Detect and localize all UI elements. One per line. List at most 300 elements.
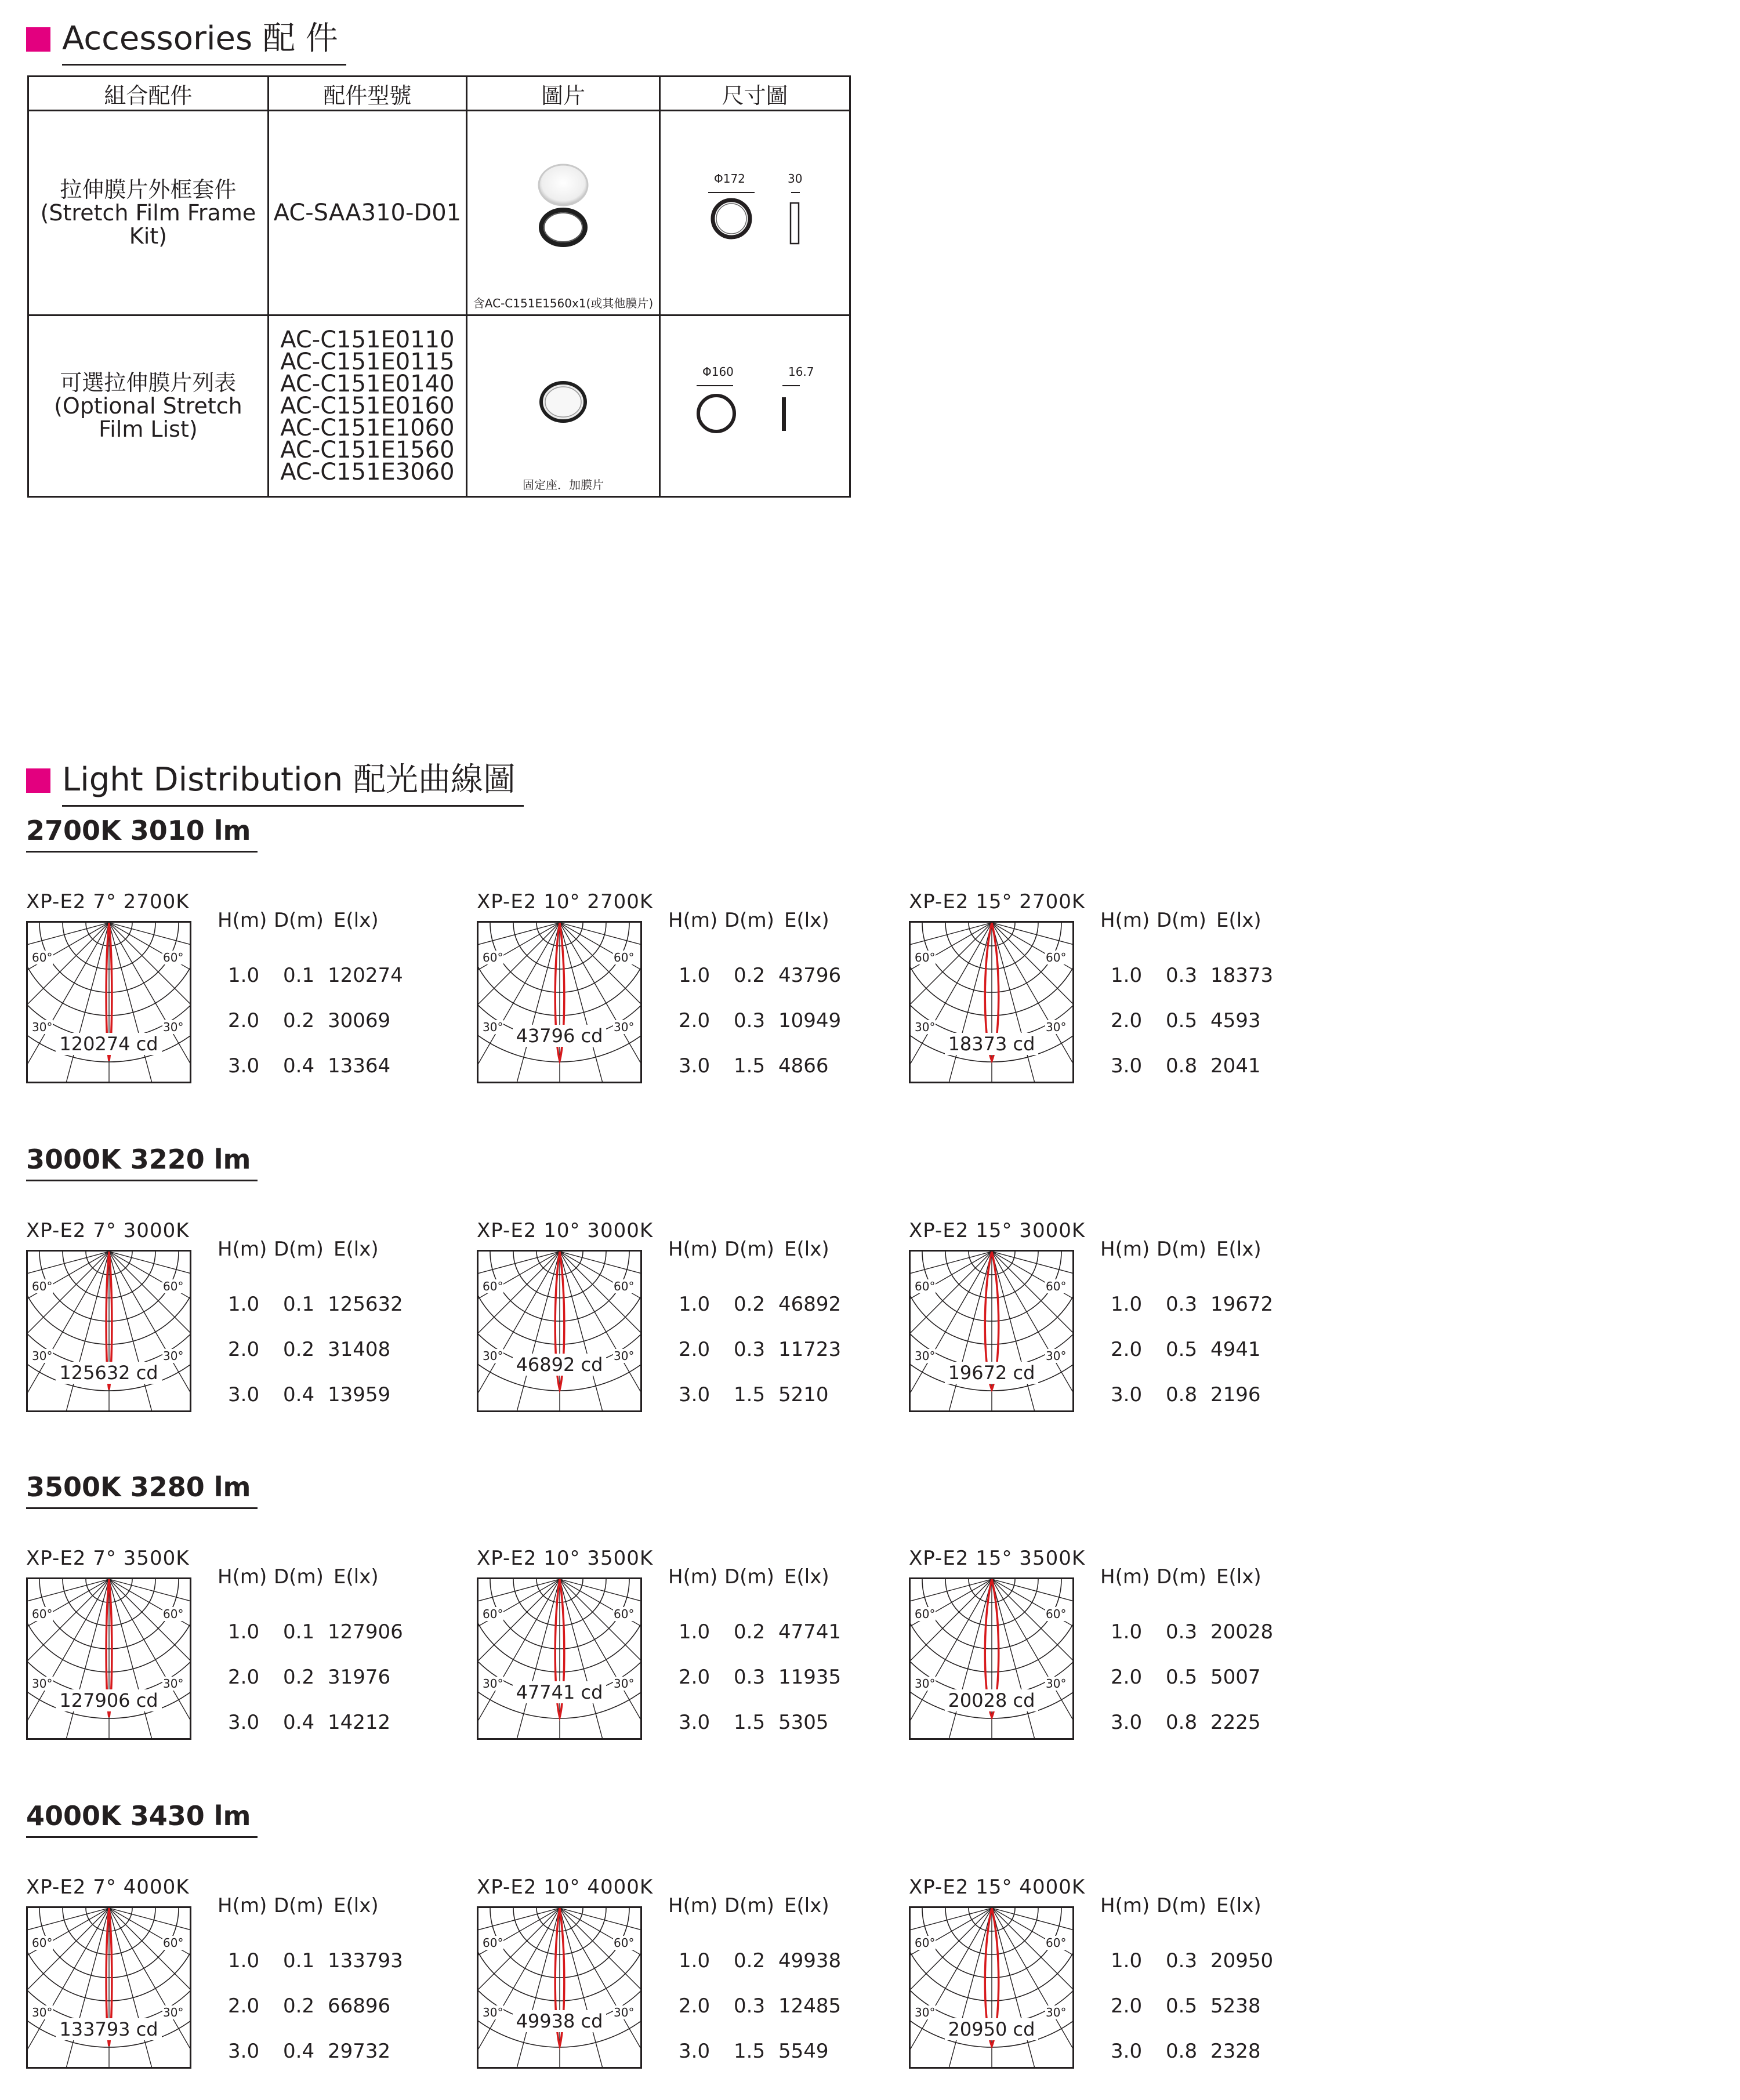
grid-spoke bbox=[514, 923, 560, 1082]
grid-spoke bbox=[28, 923, 109, 1010]
polar-chart bbox=[477, 921, 642, 1083]
angle-label: 30° bbox=[915, 1677, 936, 1691]
table-cell: 0.3 bbox=[734, 1009, 766, 1032]
table-cell: 3.0 bbox=[228, 2040, 260, 2063]
panel-title: XP-E2 10° 3500K bbox=[477, 1547, 654, 1570]
table-cell: 2.0 bbox=[228, 1009, 260, 1032]
table-cell: 66896 bbox=[328, 1994, 391, 2018]
table-cell: 30069 bbox=[328, 1009, 391, 1032]
peak-intensity: 49938 cd bbox=[513, 2010, 607, 2032]
polar-grid bbox=[28, 923, 190, 1082]
table-cell: 5238 bbox=[1210, 1994, 1261, 2018]
table-header-cell: D(m) bbox=[274, 1565, 324, 1588]
header-dimension: 尺寸圖 bbox=[659, 77, 850, 111]
polar-chart bbox=[26, 921, 191, 1083]
polar-grid bbox=[28, 1252, 190, 1410]
table-cell: 120274 bbox=[328, 964, 403, 987]
angle-label: 30° bbox=[483, 1020, 503, 1034]
angle-label: 30° bbox=[614, 1349, 635, 1363]
grid-spoke bbox=[64, 1252, 109, 1410]
peak-intensity-wrap bbox=[28, 1689, 190, 1711]
grid-spoke bbox=[478, 1579, 560, 1666]
color-temperature-title: 2700K 3010 lm bbox=[26, 815, 258, 853]
angle-label: 60° bbox=[915, 951, 936, 964]
light-distribution-heading bbox=[26, 754, 524, 807]
table-cell: 11723 bbox=[778, 1338, 842, 1361]
table-cell: 0.3 bbox=[1166, 1293, 1198, 1316]
grid-spoke bbox=[478, 1908, 560, 1995]
table-cell: 125632 bbox=[328, 1293, 403, 1316]
table-cell: 5549 bbox=[778, 2040, 829, 2063]
angle-label: 30° bbox=[915, 1020, 936, 1034]
table-cell: 2.0 bbox=[679, 1994, 710, 2018]
peak-intensity: 20028 cd bbox=[945, 1689, 1039, 1711]
peak-intensity: 46892 cd bbox=[513, 1354, 607, 1376]
angle-label: 30° bbox=[614, 1677, 635, 1691]
frame-kit-image bbox=[467, 111, 659, 312]
table-cell: 2196 bbox=[1210, 1383, 1261, 1406]
grid-spoke bbox=[28, 1908, 109, 1995]
peak-intensity: 127906 cd bbox=[56, 1689, 161, 1711]
table-cell: 4941 bbox=[1210, 1338, 1261, 1361]
peak-intensity-wrap bbox=[911, 1362, 1072, 1384]
table-cell: 2.0 bbox=[228, 1994, 260, 2018]
light-distribution-panel bbox=[909, 1547, 1315, 1750]
angle-label: 30° bbox=[1046, 1349, 1067, 1363]
peak-intensity: 120274 cd bbox=[56, 1033, 161, 1055]
polar-chart bbox=[909, 1250, 1074, 1412]
polar-chart bbox=[477, 1577, 642, 1740]
frame-kit-dimension-drawing bbox=[661, 111, 849, 312]
table-header-cell: H(m) bbox=[217, 1238, 267, 1261]
angle-label: 60° bbox=[614, 1279, 635, 1293]
table-cell: 0.8 bbox=[1166, 1054, 1198, 1078]
peak-intensity: 18373 cd bbox=[945, 1033, 1039, 1055]
panel-title: XP-E2 7° 2700K bbox=[26, 890, 190, 913]
grid-spoke bbox=[560, 923, 605, 1082]
table-cell: 0.4 bbox=[283, 1711, 315, 1734]
angle-label: 30° bbox=[614, 1020, 635, 1034]
table-cell: 3.0 bbox=[1111, 1711, 1143, 1734]
dimension-label: 16.7 bbox=[788, 365, 814, 379]
table-header-cell: E(lx) bbox=[784, 1894, 829, 1917]
peak-intensity-wrap bbox=[911, 1033, 1072, 1055]
table-header-cell: D(m) bbox=[724, 1238, 774, 1261]
color-temperature-title: 4000K 3430 lm bbox=[26, 1800, 258, 1838]
polar-chart bbox=[477, 1906, 642, 2069]
polar-chart bbox=[909, 921, 1074, 1083]
peak-intensity-wrap bbox=[911, 2018, 1072, 2040]
table-cell: 0.3 bbox=[1166, 964, 1198, 987]
table-cell: 0.4 bbox=[283, 2040, 315, 2063]
table-cell: 0.2 bbox=[734, 1949, 766, 1972]
light-distribution-panel bbox=[477, 1547, 883, 1750]
table-cell: 31976 bbox=[328, 1666, 391, 1689]
table-header-cell: H(m) bbox=[668, 909, 718, 932]
table-cell: 49938 bbox=[778, 1949, 842, 1972]
table-cell: 20950 bbox=[1210, 1949, 1274, 1972]
table-cell: 1.0 bbox=[679, 1949, 710, 1972]
grid-spoke bbox=[109, 1579, 154, 1738]
angle-label: 30° bbox=[163, 1677, 184, 1691]
table-cell: 0.5 bbox=[1166, 1666, 1198, 1689]
polar-chart bbox=[909, 1906, 1074, 2069]
panel-title: XP-E2 10° 3000K bbox=[477, 1219, 654, 1242]
light-distribution-panel bbox=[909, 1219, 1315, 1422]
dimension-label: Φ172 bbox=[713, 172, 745, 186]
table-header-cell: E(lx) bbox=[334, 1565, 379, 1588]
panel-title: XP-E2 15° 3000K bbox=[909, 1219, 1086, 1242]
table-header-cell: H(m) bbox=[668, 1565, 718, 1588]
table-cell: 1.0 bbox=[1111, 1949, 1143, 1972]
table-cell: 2.0 bbox=[1111, 1338, 1143, 1361]
table-cell: 3.0 bbox=[228, 1383, 260, 1406]
table-cell: 3.0 bbox=[1111, 2040, 1143, 2063]
table-header-cell: H(m) bbox=[1100, 1238, 1150, 1261]
table-cell: 0.8 bbox=[1166, 1383, 1198, 1406]
panel-title: XP-E2 15° 2700K bbox=[909, 890, 1086, 913]
grid-spoke bbox=[514, 1908, 560, 2067]
picture-note: 含AC-C151E1560x1(或其他膜片) bbox=[473, 296, 654, 310]
light-distribution-title: Light Distribution 配光曲線圖 bbox=[62, 754, 524, 807]
polar-grid bbox=[478, 923, 640, 1082]
light-distribution-panel bbox=[477, 1876, 883, 2079]
table-cell: 13364 bbox=[328, 1054, 391, 1078]
table-cell: 2.0 bbox=[1111, 1994, 1143, 2018]
color-temperature-title: 3500K 3280 lm bbox=[26, 1471, 258, 1509]
polar-grid bbox=[911, 923, 1072, 1082]
accessory-model-list bbox=[268, 315, 466, 497]
model-line: AC-C151E1060 bbox=[280, 415, 455, 441]
light-distribution-panel bbox=[26, 1219, 432, 1422]
table-cell: 47741 bbox=[778, 1620, 842, 1644]
angle-label: 60° bbox=[915, 1936, 936, 1950]
panel-title: XP-E2 7° 3000K bbox=[26, 1219, 190, 1242]
table-cell: 18373 bbox=[1210, 964, 1274, 987]
light-distribution-panel bbox=[26, 1547, 432, 1750]
polar-chart bbox=[26, 1906, 191, 2069]
panel-title: XP-E2 15° 4000K bbox=[909, 1876, 1086, 1899]
table-cell: 2.0 bbox=[679, 1009, 710, 1032]
table-header-cell: D(m) bbox=[1157, 1565, 1206, 1588]
grid-spoke bbox=[911, 1252, 992, 1339]
peak-intensity-wrap bbox=[478, 1681, 640, 1703]
grid-spoke bbox=[560, 1579, 605, 1738]
angle-label: 60° bbox=[32, 1607, 53, 1621]
table-header-cell: H(m) bbox=[668, 1894, 718, 1917]
table-cell: 0.2 bbox=[734, 1620, 766, 1644]
table-cell: 5210 bbox=[778, 1383, 829, 1406]
table-row bbox=[28, 111, 850, 315]
table-cell: 133793 bbox=[328, 1949, 403, 1972]
table-header-cell: D(m) bbox=[274, 909, 324, 932]
angle-label: 60° bbox=[1046, 1936, 1067, 1950]
accessory-dimension bbox=[659, 315, 850, 497]
angle-label: 30° bbox=[1046, 1677, 1067, 1691]
table-header-cell: D(m) bbox=[1157, 909, 1206, 932]
section-marker bbox=[26, 27, 50, 52]
name-line: 可選拉伸膜片列表 bbox=[60, 370, 237, 396]
angle-label: 30° bbox=[1046, 2005, 1067, 2019]
table-header-cell: H(m) bbox=[1100, 1894, 1150, 1917]
peak-intensity: 43796 cd bbox=[513, 1025, 607, 1047]
header-picture: 圖片 bbox=[466, 77, 659, 111]
panel-title: XP-E2 7° 3500K bbox=[26, 1547, 190, 1570]
table-cell: 0.3 bbox=[734, 1994, 766, 2018]
table-cell: 0.1 bbox=[283, 1949, 315, 1972]
table-cell: 0.1 bbox=[283, 1293, 315, 1316]
angle-label: 60° bbox=[483, 1279, 503, 1293]
table-cell: 3.0 bbox=[228, 1711, 260, 1734]
table-cell: 1.0 bbox=[228, 1949, 260, 1972]
table-cell: 14212 bbox=[328, 1711, 391, 1734]
table-cell: 31408 bbox=[328, 1338, 391, 1361]
angle-label: 30° bbox=[483, 1349, 503, 1363]
peak-intensity: 125632 cd bbox=[56, 1362, 161, 1384]
grid-spoke bbox=[109, 923, 154, 1082]
table-header-cell: E(lx) bbox=[334, 909, 379, 932]
table-cell: 1.0 bbox=[679, 964, 710, 987]
table-cell: 0.2 bbox=[283, 1994, 315, 2018]
table-cell: 127906 bbox=[328, 1620, 403, 1644]
grid-spoke bbox=[478, 923, 560, 1010]
table-header-cell: D(m) bbox=[274, 1238, 324, 1261]
dimension-label: Φ160 bbox=[702, 365, 734, 379]
angle-label: 30° bbox=[483, 1677, 503, 1691]
table-header-cell: H(m) bbox=[217, 909, 267, 932]
light-distribution-panel bbox=[909, 1876, 1315, 2079]
polar-grid bbox=[478, 1252, 640, 1410]
accessory-dimension bbox=[659, 111, 850, 315]
polar-grid bbox=[911, 1579, 1072, 1738]
peak-intensity-wrap bbox=[28, 1362, 190, 1384]
model-line: AC-C151E0160 bbox=[280, 393, 455, 419]
dimension-label: 30 bbox=[787, 172, 803, 186]
table-cell: 2.0 bbox=[679, 1338, 710, 1361]
table-cell: 29732 bbox=[328, 2040, 391, 2063]
angle-label: 60° bbox=[483, 951, 503, 964]
light-distribution-panel bbox=[909, 890, 1315, 1093]
table-cell: 43796 bbox=[778, 964, 842, 987]
table-cell: 0.1 bbox=[283, 1620, 315, 1644]
grid-spoke bbox=[109, 1908, 154, 2067]
table-cell: 2.0 bbox=[1111, 1666, 1143, 1689]
angle-label: 60° bbox=[915, 1607, 936, 1621]
table-cell: 2.0 bbox=[228, 1338, 260, 1361]
table-cell: 5305 bbox=[778, 1711, 829, 1734]
table-header-cell: D(m) bbox=[1157, 1894, 1206, 1917]
table-cell: 10949 bbox=[778, 1009, 842, 1032]
table-cell: 3.0 bbox=[679, 1383, 710, 1406]
grid-spoke bbox=[64, 1579, 109, 1738]
angle-label: 30° bbox=[32, 2005, 53, 2019]
angle-label: 30° bbox=[1046, 1020, 1067, 1034]
angle-label: 60° bbox=[163, 951, 184, 964]
light-distribution-panel bbox=[26, 1876, 432, 2079]
table-cell: 1.0 bbox=[228, 1620, 260, 1644]
light-distribution-panel bbox=[477, 890, 883, 1093]
color-temperature-title: 3000K 3220 lm bbox=[26, 1144, 258, 1181]
table-cell: 19672 bbox=[1210, 1293, 1274, 1316]
table-header-cell: E(lx) bbox=[784, 1238, 829, 1261]
table-cell: 1.0 bbox=[1111, 964, 1143, 987]
table-cell: 3.0 bbox=[228, 1054, 260, 1078]
accessory-name bbox=[28, 111, 269, 315]
table-row bbox=[28, 315, 850, 497]
angle-label: 30° bbox=[32, 1677, 53, 1691]
table-cell: 20028 bbox=[1210, 1620, 1274, 1644]
angle-label: 30° bbox=[163, 2005, 184, 2019]
grid-spoke bbox=[28, 1579, 109, 1666]
polar-chart bbox=[477, 1250, 642, 1412]
grid-spoke bbox=[109, 1252, 154, 1410]
light-distribution-panel bbox=[477, 1219, 883, 1422]
polar-grid bbox=[478, 1579, 640, 1738]
grid-spoke bbox=[911, 923, 992, 1010]
polar-grid bbox=[478, 1908, 640, 2067]
table-cell: 0.8 bbox=[1166, 2040, 1198, 2063]
table-cell: 3.0 bbox=[679, 2040, 710, 2063]
model-line: AC-C151E0140 bbox=[280, 371, 455, 397]
table-cell: 1.0 bbox=[679, 1620, 710, 1644]
angle-label: 30° bbox=[915, 2005, 936, 2019]
peak-intensity-wrap bbox=[28, 2018, 190, 2040]
grid-spoke bbox=[514, 1579, 560, 1738]
film-dimension-drawing bbox=[661, 316, 849, 494]
grid-spoke bbox=[560, 1252, 605, 1410]
angle-label: 30° bbox=[483, 2005, 503, 2019]
table-header-cell: E(lx) bbox=[334, 1894, 379, 1917]
table-header-cell: H(m) bbox=[668, 1238, 718, 1261]
table-header-cell: D(m) bbox=[724, 909, 774, 932]
peak-intensity-wrap bbox=[28, 1033, 190, 1055]
table-cell: 3.0 bbox=[1111, 1383, 1143, 1406]
table-cell: 0.3 bbox=[1166, 1620, 1198, 1644]
light-distribution-panel bbox=[26, 890, 432, 1093]
table-cell: 3.0 bbox=[1111, 1054, 1143, 1078]
table-cell: 11935 bbox=[778, 1666, 842, 1689]
accessory-model bbox=[268, 111, 466, 315]
grid-spoke bbox=[911, 1579, 992, 1666]
grid-spoke bbox=[28, 1252, 109, 1339]
panel-title: XP-E2 15° 3500K bbox=[909, 1547, 1086, 1570]
table-header-cell: E(lx) bbox=[1216, 1565, 1262, 1588]
model-line: AC-C151E0115 bbox=[280, 349, 455, 375]
angle-label: 30° bbox=[614, 2005, 635, 2019]
picture-note: 固定座．加膜片 bbox=[522, 478, 604, 492]
grid-spoke bbox=[64, 923, 109, 1082]
table-cell: 1.0 bbox=[228, 964, 260, 987]
peak-intensity-wrap bbox=[911, 1689, 1072, 1711]
table-cell: 1.5 bbox=[734, 1054, 766, 1078]
header-model: 配件型號 bbox=[268, 77, 466, 111]
table-cell: 4593 bbox=[1210, 1009, 1261, 1032]
table-cell: 2.0 bbox=[1111, 1009, 1143, 1032]
accessories-title: Accessories 配 件 bbox=[62, 13, 346, 66]
table-header-cell: E(lx) bbox=[784, 1565, 829, 1588]
table-cell: 1.0 bbox=[228, 1293, 260, 1316]
model-line: AC-C151E3060 bbox=[280, 459, 455, 485]
table-header-cell: E(lx) bbox=[334, 1238, 379, 1261]
angle-label: 60° bbox=[614, 1607, 635, 1621]
table-cell: 0.2 bbox=[283, 1666, 315, 1689]
table-cell: 0.2 bbox=[283, 1338, 315, 1361]
angle-label: 60° bbox=[483, 1607, 503, 1621]
table-cell: 2328 bbox=[1210, 2040, 1261, 2063]
table-cell: 0.3 bbox=[734, 1666, 766, 1689]
table-header-cell: D(m) bbox=[274, 1894, 324, 1917]
polar-grid bbox=[911, 1252, 1072, 1410]
angle-label: 30° bbox=[32, 1020, 53, 1034]
table-cell: 0.5 bbox=[1166, 1009, 1198, 1032]
table-header-cell: E(lx) bbox=[1216, 1894, 1262, 1917]
angle-label: 60° bbox=[163, 1607, 184, 1621]
angle-label: 60° bbox=[915, 1279, 936, 1293]
name-line: Film List) bbox=[99, 416, 198, 442]
peak-intensity-wrap bbox=[478, 1354, 640, 1376]
table-cell: 13959 bbox=[328, 1383, 391, 1406]
accessories-heading bbox=[26, 13, 346, 66]
peak-intensity: 133793 cd bbox=[56, 2018, 161, 2040]
model-line: AC-C151E1560 bbox=[280, 437, 455, 463]
angle-label: 60° bbox=[1046, 951, 1067, 964]
grid-spoke bbox=[64, 1908, 109, 2067]
grid-spoke bbox=[560, 1908, 605, 2067]
angle-label: 60° bbox=[32, 1936, 53, 1950]
table-cell: 2.0 bbox=[679, 1666, 710, 1689]
table-header-cell: E(lx) bbox=[1216, 1238, 1262, 1261]
table-cell: 0.3 bbox=[1166, 1949, 1198, 1972]
table-cell: 2.0 bbox=[228, 1666, 260, 1689]
table-cell: 1.5 bbox=[734, 1711, 766, 1734]
angle-label: 60° bbox=[1046, 1607, 1067, 1621]
grid-spoke bbox=[911, 1908, 992, 1995]
polar-grid bbox=[28, 1908, 190, 2067]
angle-label: 60° bbox=[32, 951, 53, 964]
table-header-cell: D(m) bbox=[1157, 1238, 1206, 1261]
table-cell: 0.2 bbox=[734, 1293, 766, 1316]
angle-label: 30° bbox=[163, 1349, 184, 1363]
table-cell: 0.4 bbox=[283, 1383, 315, 1406]
table-header-cell: D(m) bbox=[724, 1894, 774, 1917]
polar-grid bbox=[911, 1908, 1072, 2067]
panel-title: XP-E2 7° 4000K bbox=[26, 1876, 190, 1899]
table-cell: 12485 bbox=[778, 1994, 842, 2018]
accessory-picture bbox=[466, 315, 659, 497]
table-cell: 0.4 bbox=[283, 1054, 315, 1078]
table-cell: 0.2 bbox=[734, 964, 766, 987]
angle-label: 60° bbox=[614, 951, 635, 964]
peak-intensity: 19672 cd bbox=[945, 1362, 1039, 1384]
table-header-cell: H(m) bbox=[217, 1565, 267, 1588]
table-cell: 1.5 bbox=[734, 2040, 766, 2063]
panel-title: XP-E2 10° 4000K bbox=[477, 1876, 654, 1899]
angle-label: 30° bbox=[915, 1349, 936, 1363]
peak-intensity-wrap bbox=[478, 1025, 640, 1047]
angle-label: 60° bbox=[1046, 1279, 1067, 1293]
table-header-row bbox=[28, 77, 850, 111]
table-header-cell: H(m) bbox=[217, 1894, 267, 1917]
polar-chart bbox=[909, 1577, 1074, 1740]
accessories-table bbox=[27, 75, 851, 498]
table-cell: 0.8 bbox=[1166, 1711, 1198, 1734]
accessory-picture bbox=[466, 111, 659, 315]
table-cell: 0.5 bbox=[1166, 1994, 1198, 2018]
table-cell: 1.0 bbox=[679, 1293, 710, 1316]
model-line: AC-C151E0110 bbox=[280, 327, 455, 353]
table-cell: 4866 bbox=[778, 1054, 829, 1078]
angle-label: 60° bbox=[163, 1279, 184, 1293]
